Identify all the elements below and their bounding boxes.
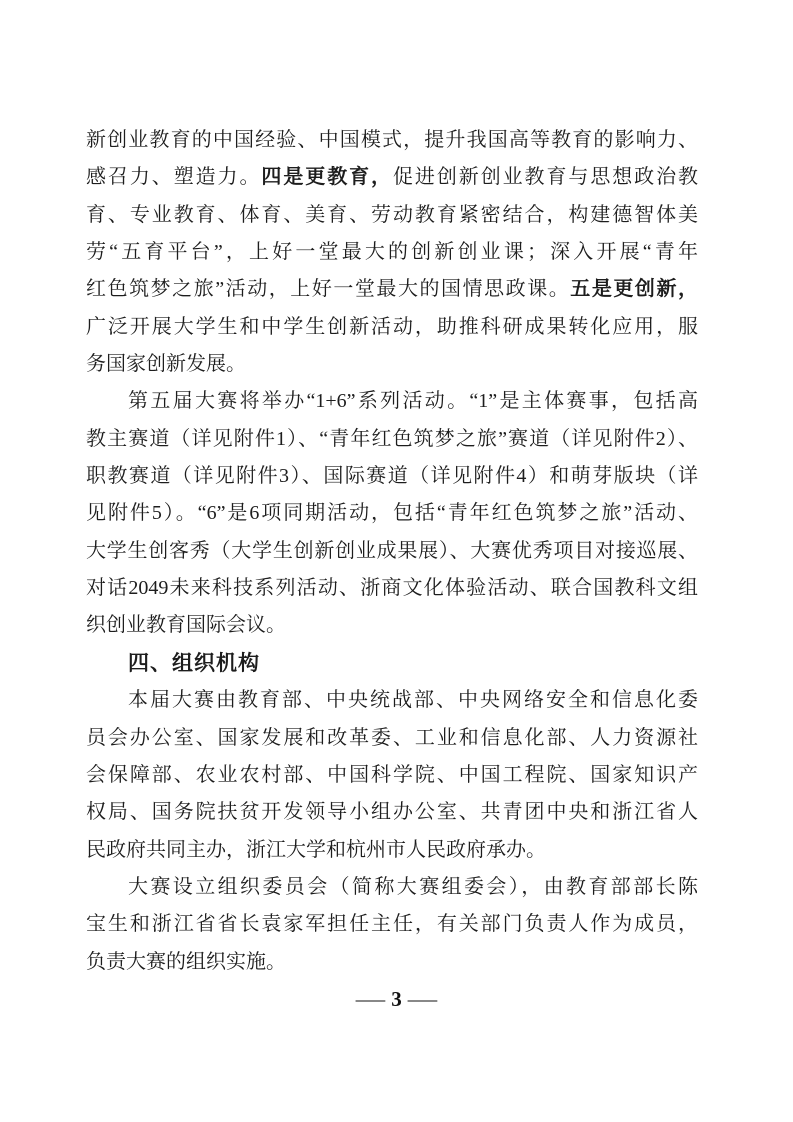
paragraph-line	[86, 944, 698, 981]
paragraph-line	[86, 159, 698, 196]
paragraph-line	[86, 421, 698, 458]
body-text: 广泛开展大学生和中学生创新活动，助推科研成果转化应用，服	[86, 315, 698, 338]
paragraph-line	[86, 570, 698, 607]
body-text: 员会办公室、国家发展和改革委、工业和信息化部、人力资源社	[86, 726, 698, 749]
body-text: 红色筑梦之旅”活动，上好一堂最大的国情思政课。	[86, 278, 571, 301]
body-text: 新创业教育的中国经验、中国模式，提升我国高等教育的影响力、	[86, 129, 698, 151]
body-text: 育、专业教育、体育、美育、劳动教育紧密结合，构建德智体美	[86, 203, 698, 226]
paragraph-line	[86, 757, 698, 794]
paragraph-line	[86, 495, 698, 532]
page-footer	[0, 984, 793, 1014]
body-text: 职教赛道（详见附件3）、国际赛道（详见附件4）和萌芽版块（详	[86, 465, 698, 488]
body-text: 务国家创新发展。	[86, 353, 246, 376]
paragraph-line	[86, 346, 698, 383]
paragraph-line	[86, 794, 698, 831]
body-text: 第五届大赛将举办“1+6”系列活动。“1”是主体赛事，包括高	[128, 390, 698, 413]
section-heading	[86, 645, 698, 682]
emphasis-text: 四是更教育，	[261, 166, 393, 189]
paragraph-line	[86, 122, 698, 159]
body-text: 促进创新创业教育与思想政治教	[392, 166, 699, 189]
paragraph-line	[86, 869, 698, 906]
page-number: 3	[391, 987, 402, 1011]
paragraph-line	[86, 906, 698, 943]
paragraph-line	[86, 682, 698, 719]
body-text: 大学生创客秀（大学生创新创业成果展）、大赛优秀项目对接巡展、	[86, 539, 698, 562]
paragraph-line	[86, 197, 698, 234]
body-text: 宝生和浙江省省长袁家军担任主任，有关部门负责人作为成员，	[86, 913, 698, 936]
footer-left-dash: —	[356, 987, 386, 1011]
body-text: 负责大赛的组织实施。	[86, 950, 286, 973]
footer-right-dash: —	[407, 987, 437, 1011]
paragraph-line	[86, 234, 698, 271]
paragraph-line	[86, 458, 698, 495]
emphasis-text: 五是更创新，	[570, 278, 698, 301]
body-text: 见附件5）。“6”是6项同期活动，包括“青年红色筑梦之旅”活动、	[86, 502, 698, 525]
text-block	[86, 122, 698, 981]
paragraph-line	[86, 533, 698, 570]
body-text: 大赛设立组织委员会（简称大赛组委会），由教育部部长陈	[128, 875, 698, 898]
paragraph-line	[86, 720, 698, 757]
body-text: 教主赛道（详见附件1）、“青年红色筑梦之旅”赛道（详见附件2）、	[86, 427, 698, 450]
paragraph-line	[86, 607, 698, 644]
paragraph-line	[86, 383, 698, 420]
body-text: 感召力、塑造力。	[86, 166, 262, 189]
emphasis-text: 四、组织机构	[128, 651, 260, 675]
body-text: 本届大赛由教育部、中央统战部、中央网络安全和信息化委	[128, 689, 698, 712]
body-text: 会保障部、农业农村部、中国科学院、中国工程院、国家知识产	[86, 763, 698, 786]
body-text: 权局、国务院扶贫开发领导小组办公室、共青团中央和浙江省人	[86, 801, 698, 824]
paragraph-line	[86, 832, 698, 869]
body-text: 织创业教育国际会议。	[86, 614, 286, 637]
paragraph-line	[86, 271, 698, 308]
body-text: 民政府共同主办，浙江大学和杭州市人民政府承办。	[86, 838, 546, 861]
body-text: 对话2049未来科技系列活动、浙商文化体验活动、联合国教科文组	[86, 577, 698, 600]
body-text: 劳“五育平台”，上好一堂最大的创新创业课；深入开展“青年	[86, 241, 698, 264]
paragraph-line	[86, 309, 698, 346]
